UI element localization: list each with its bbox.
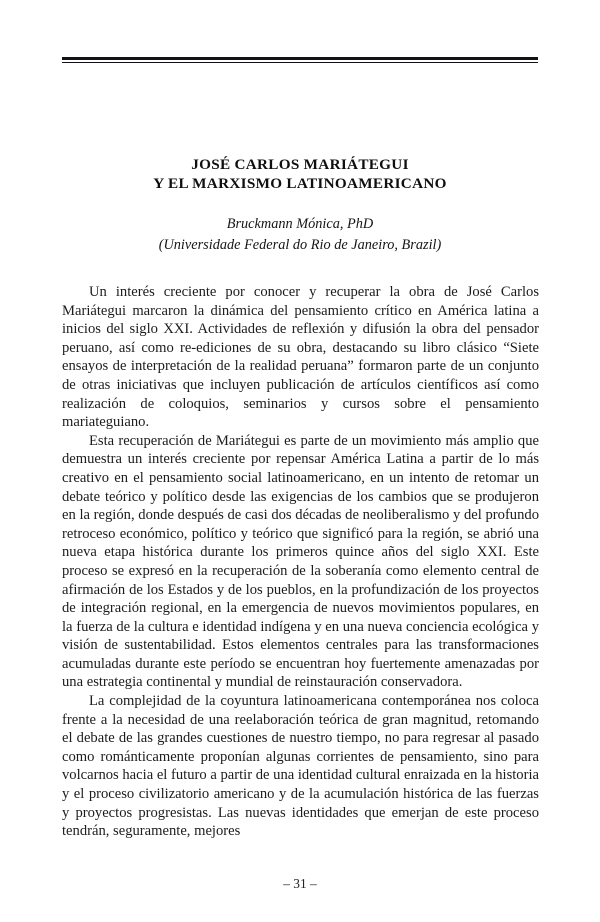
article-title <box>62 155 538 193</box>
article-title-line-1: JOSÉ CARLOS MARIÁTEGUI <box>191 156 409 173</box>
article-byline <box>62 214 538 256</box>
page-number: – 31 – <box>283 876 317 891</box>
author-affiliation: (Universidade Federal do Rio de Janeiro, Brazil) <box>158 237 442 253</box>
article-body <box>62 283 539 841</box>
body-paragraph: Esta recuperación de Mariátegui es parte de un movimiento más amplio que demuestra un interés creciente por repensar América Latina a partir de lo más creativo en el pensamiento social latinoamericano, en un intento de retomar un debate teórico y político desde las exigencias de los cambios que se produjeron en la región, donde después de casi dos décadas de neoliberalismo y del profundo retroceso económico, político y teórico que significó para la región, se abrió una nueva etapa histórica durante los primeros quince años del siglo XXI. Este proceso se expresó en la recuperación de la soberanía como elemento central de afirmación de los Estados y de los pueblos, en la profundización de los proyectos de integración regional, en la emergencia de nuevos movimientos populares, en la fuerza de la cultura e identidad indígena y en una nueva conciencia ecológica y visión de sustentabilidad. Estos elementos centrales para las transformaciones acumuladas durante este período se encuentran hoy fuertemente amenazadas por una estrategia continental y mundial de reinstauración conservadora. <box>62 432 539 691</box>
header-rule-thin <box>62 62 538 64</box>
author-name: Bruckmann Mónica, PhD <box>226 216 374 232</box>
header-rule <box>62 57 538 63</box>
body-paragraph: Un interés creciente por conocer y recuperar la obra de José Carlos Mariátegui marcaron la dinámica del pensamiento crítico en América latina a inicios del siglo XXI. Actividades de reflexión y difusión la obra del pensador peruano, así como re-ediciones de su obra, destacando su libro clásico “Siete ensayos de interpretación de la realidad peruana” formaron parte de un conjunto de otras iniciativas que incluyen publicación de artículos científicos así como realización de coloquios, seminarios y cursos sobre el pensamiento mariateguiano. <box>62 284 539 431</box>
article-title-line-2: Y EL MARXISMO LATINOAMERICANO <box>153 175 447 192</box>
body-paragraph: La complejidad de la coyuntura latinoamericana contemporánea nos coloca frente a la necesidad de una reelaboración teórica de gran magnitud, retomando el debate de las grandes cuestiones de nuestro tiempo, no para regresar al pasado como románticamente proponían algunas corrientes de pensamiento, sino para volcarnos hacia el futuro a partir de una identidad cultural enraizada en la historia y el proceso civilizatorio americano y de la acumulación histórica de las fuerzas y proyectos progresistas. Las nuevas identidades que emerjan de este proceso tendrán, seguramente, mejores <box>62 693 539 840</box>
